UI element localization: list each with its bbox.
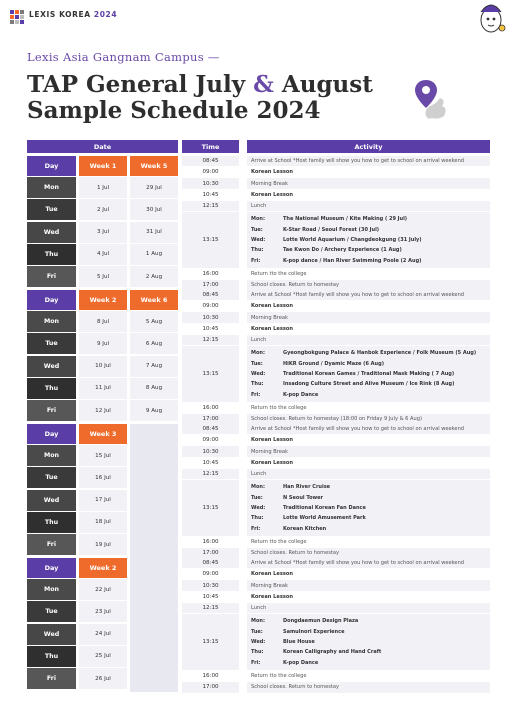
excursion-activity: Lotte World Amusement Park <box>283 515 366 522</box>
excursion-item <box>251 256 490 266</box>
activity-cell: Lunch <box>247 603 490 613</box>
excursion-list <box>247 480 490 536</box>
excursion-day: Thu: <box>251 515 264 522</box>
date-cell: 6 Aug <box>130 333 178 354</box>
logo-square <box>20 10 24 14</box>
excursion-activity: Samulnori Experience <box>283 628 345 635</box>
date-cell: 29 Jul <box>130 177 178 198</box>
excursion-activity: K-pop Dance <box>283 659 319 666</box>
excursion-item <box>251 214 490 224</box>
excursion-item <box>251 637 490 647</box>
time-cell: 09:00 <box>182 167 239 177</box>
lexis-logo <box>10 10 24 24</box>
excursion-item <box>251 647 490 657</box>
activity-cell: Korean Lesson <box>247 435 490 445</box>
page-title <box>27 72 373 124</box>
time-cell: 12:15 <box>182 201 239 211</box>
date-cell: 19 Jul <box>79 534 127 555</box>
logo-square <box>15 20 19 24</box>
excursion-day: Wed: <box>251 370 266 377</box>
day-name: Thu <box>27 512 76 533</box>
date-cell: 17 Jul <box>79 490 127 511</box>
activity-column-header: Activity <box>247 140 490 153</box>
date-cell: 1 Jul <box>79 177 127 198</box>
time-cell: 10:45 <box>182 190 239 200</box>
date-cell: 12 Jul <box>79 400 127 421</box>
excursion-day: Tue: <box>251 360 263 367</box>
excursion-time-cell: 13:15 <box>182 614 239 670</box>
activity-cell: Arrive at School *Host family will show you how to get to school on arrival weekend <box>247 558 490 568</box>
time-cell: 08:45 <box>182 424 239 434</box>
time-cell: 16:00 <box>182 671 239 681</box>
date-cell: 3 Jul <box>79 222 127 243</box>
activity-cell: Morning Break <box>247 446 490 456</box>
time-cell: 08:45 <box>182 290 239 300</box>
excursion-activity: Traditional Korean Games / Traditional Mask Making ( 7 Aug) <box>283 370 455 377</box>
excursion-activity: HiKR Ground / Dyamic Maze (6 Aug) <box>283 360 384 367</box>
date-cell: 4 Jul <box>79 244 127 265</box>
date-cell: 5 Jul <box>79 266 127 287</box>
activity-cell: Lunch <box>247 469 490 479</box>
time-cell: 17:00 <box>182 682 239 692</box>
excursion-day: Fri: <box>251 659 261 666</box>
time-cell: 10:45 <box>182 458 239 468</box>
week-label: Week 2 <box>79 290 127 310</box>
logo-square <box>20 15 24 19</box>
time-cell: 08:45 <box>182 558 239 568</box>
activity-cell: Korean Lesson <box>247 592 490 602</box>
brand-name <box>29 10 117 19</box>
date-cell: 25 Jul <box>79 646 127 667</box>
excursion-item <box>251 513 490 523</box>
excursion-item <box>251 379 490 389</box>
activity-cell: Korean Lesson <box>247 324 490 334</box>
excursion-activity: K-pop Dance <box>283 391 319 398</box>
time-column-header: Time <box>182 140 239 153</box>
week-label: Week 2 <box>79 558 127 578</box>
excursion-item <box>251 482 490 492</box>
excursion-item <box>251 492 490 502</box>
excursion-activity: Tae Kwon Do / Archery Experience (1 Aug) <box>283 247 402 254</box>
excursion-activity: N Seoul Tower <box>283 494 324 501</box>
day-name: Fri <box>27 668 76 689</box>
excursion-list <box>247 212 490 268</box>
excursion-day: Wed: <box>251 504 266 511</box>
date-cell: 8 Aug <box>130 378 178 399</box>
time-cell: 16:00 <box>182 537 239 547</box>
day-name: Fri <box>27 400 76 421</box>
activity-cell: Return tto the college <box>247 269 490 279</box>
title-ampersand: & <box>253 71 274 98</box>
day-name: Mon <box>27 579 76 600</box>
title-part-1: TAP General July <box>27 71 246 98</box>
time-cell: 16:00 <box>182 269 239 279</box>
day-name: Wed <box>27 624 76 645</box>
day-name: Fri <box>27 534 76 555</box>
day-label: Day <box>27 290 76 310</box>
activity-cell: School closes. Return to homestay <box>247 548 490 558</box>
date-cell: 2 Aug <box>130 266 178 287</box>
activity-cell: Arrive at School *Host family will show you how to get to school on arrival weekend <box>247 424 490 434</box>
activity-cell: Korean Lesson <box>247 458 490 468</box>
time-cell: 10:30 <box>182 446 239 456</box>
excursion-day: Wed: <box>251 236 266 243</box>
time-cell: 12:15 <box>182 469 239 479</box>
activity-cell: School closes. Return to homestay <box>247 682 490 692</box>
activity-cell: School closes. Return to homestay <box>247 280 490 290</box>
brand-text: LEXIS KOREA <box>29 10 91 19</box>
activity-cell: Arrive at School *Host family will show you how to get to school on arrival weekend <box>247 290 490 300</box>
time-cell: 09:00 <box>182 435 239 445</box>
time-cell: 17:00 <box>182 280 239 290</box>
date-cell: 24 Jul <box>79 624 127 645</box>
day-label: Day <box>27 558 76 578</box>
excursion-activity: Korean Kitchen <box>283 525 327 532</box>
date-cell: 31 Jul <box>130 222 178 243</box>
excursion-list <box>247 346 490 402</box>
excursion-item <box>251 224 490 234</box>
date-column-header: Date <box>27 140 178 153</box>
excursion-item <box>251 245 490 255</box>
excursion-day: Wed: <box>251 638 266 645</box>
excursion-activity: The National Museum / Kite Making ( 29 Jul) <box>283 216 408 223</box>
day-name: Mon <box>27 177 76 198</box>
campus-subtitle: Lexis Asia Gangnam Campus — <box>27 50 220 64</box>
time-cell: 09:00 <box>182 569 239 579</box>
excursion-day: Thu: <box>251 247 264 254</box>
day-label: Day <box>27 156 76 176</box>
excursion-activity: Traditional Korean Fan Dance <box>283 504 366 511</box>
excursion-activity: Korean Calligraphy and Hand Craft <box>283 649 382 656</box>
activity-cell: Morning Break <box>247 580 490 590</box>
week-label: Week 1 <box>79 156 127 176</box>
date-cell: 18 Jul <box>79 512 127 533</box>
empty-week-column <box>130 558 178 692</box>
day-label: Day <box>27 424 76 444</box>
date-cell: 5 Aug <box>130 311 178 332</box>
activity-cell: Lunch <box>247 201 490 211</box>
excursion-day: Fri: <box>251 391 261 398</box>
day-name: Fri <box>27 266 76 287</box>
activity-cell: Arrive at School *Host family will show you how to get to school on arrival weekend <box>247 156 490 166</box>
excursion-list <box>247 614 490 670</box>
day-name: Mon <box>27 445 76 466</box>
week-label: Week 5 <box>130 156 178 176</box>
time-cell: 17:00 <box>182 548 239 558</box>
time-cell: 10:30 <box>182 312 239 322</box>
excursion-item <box>251 358 490 368</box>
time-cell: 10:30 <box>182 178 239 188</box>
logo-square <box>10 20 14 24</box>
excursion-day: Mon: <box>251 350 265 357</box>
day-name: Tue <box>27 467 76 488</box>
excursion-activity: Gyeongbokgung Palace & Hanbok Experience / Folk Museum (5 Aug) <box>283 350 477 357</box>
activity-cell: Morning Break <box>247 312 490 322</box>
day-name: Thu <box>27 244 76 265</box>
activity-cell: Morning Break <box>247 178 490 188</box>
day-name: Mon <box>27 311 76 332</box>
logo-square <box>10 10 14 14</box>
excursion-activity: Dongdaemun Design Plaza <box>283 618 359 625</box>
excursion-activity: Han River Cruise <box>283 484 331 491</box>
excursion-day: Tue: <box>251 628 263 635</box>
excursion-day: Tue: <box>251 494 263 501</box>
excursion-item <box>251 503 490 513</box>
date-cell: 23 Jul <box>79 601 127 622</box>
excursion-time-cell: 13:15 <box>182 480 239 536</box>
excursion-day: Thu: <box>251 381 264 388</box>
time-cell: 09:00 <box>182 301 239 311</box>
excursion-item <box>251 616 490 626</box>
logo-square <box>15 15 19 19</box>
week-label: Week 3 <box>79 424 127 444</box>
excursion-item <box>251 626 490 636</box>
activity-cell: Return tto the college <box>247 403 490 413</box>
time-cell: 12:15 <box>182 603 239 613</box>
excursion-activity: Insadong Culture Street and Alive Museum / Ice Rink (8 Aug) <box>283 381 455 388</box>
excursion-item <box>251 369 490 379</box>
time-cell: 10:30 <box>182 580 239 590</box>
day-name: Thu <box>27 646 76 667</box>
mascot-illustration <box>469 0 507 34</box>
activity-cell: Korean Lesson <box>247 167 490 177</box>
day-name: Thu <box>27 378 76 399</box>
logo-square <box>20 20 24 24</box>
excursion-item <box>251 348 490 358</box>
time-cell: 12:15 <box>182 335 239 345</box>
logo-square <box>10 15 14 19</box>
activity-cell: Korean Lesson <box>247 301 490 311</box>
excursion-day: Tue: <box>251 226 263 233</box>
top-bar <box>0 0 513 34</box>
date-cell: 15 Jul <box>79 445 127 466</box>
date-cell: 10 Jul <box>79 356 127 377</box>
date-cell: 9 Jul <box>79 333 127 354</box>
logo-square <box>15 10 19 14</box>
excursion-day: Mon: <box>251 216 265 223</box>
time-cell: 17:00 <box>182 414 239 424</box>
excursion-item <box>251 235 490 245</box>
date-cell: 7 Aug <box>130 356 178 377</box>
location-pin-icon <box>414 78 450 130</box>
date-cell: 8 Jul <box>79 311 127 332</box>
date-cell: 9 Aug <box>130 400 178 421</box>
time-cell: 10:45 <box>182 324 239 334</box>
day-name: Wed <box>27 356 76 377</box>
title-line-2: Sample Schedule 2024 <box>27 97 321 124</box>
excursion-day: Fri: <box>251 257 261 264</box>
title-part-2: August <box>281 71 373 98</box>
activity-cell: School closes. Return to homestay (18:00 on Friday 9 July & 6 Aug) <box>247 414 490 424</box>
activity-cell: Return tto the college <box>247 537 490 547</box>
excursion-item <box>251 390 490 400</box>
excursion-activity: Blue House <box>283 638 315 645</box>
day-name: Wed <box>27 490 76 511</box>
date-cell: 26 Jul <box>79 668 127 689</box>
date-cell: 30 Jul <box>130 199 178 220</box>
empty-week-column <box>130 424 178 558</box>
day-name: Tue <box>27 333 76 354</box>
day-name: Tue <box>27 199 76 220</box>
excursion-item <box>251 524 490 534</box>
time-cell: 08:45 <box>182 156 239 166</box>
excursion-activity: K-pop dance / Han River Swimming Poole (2 Aug) <box>283 257 422 264</box>
day-name: Tue <box>27 601 76 622</box>
activity-cell: Korean Lesson <box>247 190 490 200</box>
date-cell: 11 Jul <box>79 378 127 399</box>
excursion-time-cell: 13:15 <box>182 212 239 268</box>
excursion-day: Fri: <box>251 525 261 532</box>
activity-cell: Lunch <box>247 335 490 345</box>
week-label: Week 6 <box>130 290 178 310</box>
excursion-time-cell: 13:15 <box>182 346 239 402</box>
date-cell: 22 Jul <box>79 579 127 600</box>
excursion-day: Mon: <box>251 484 265 491</box>
excursion-activity: Lotte World Aquarium / Changdeokgung (31 July) <box>283 236 422 243</box>
brand-year: 2024 <box>93 10 118 19</box>
excursion-day: Mon: <box>251 618 265 625</box>
excursion-activity: K-Star Road / Seoul Forest (30 Jul) <box>283 226 380 233</box>
time-cell: 16:00 <box>182 403 239 413</box>
date-cell: 2 Jul <box>79 199 127 220</box>
time-cell: 10:45 <box>182 592 239 602</box>
excursion-day: Thu: <box>251 649 264 656</box>
date-cell: 1 Aug <box>130 244 178 265</box>
excursion-item <box>251 658 490 668</box>
date-cell: 16 Jul <box>79 467 127 488</box>
activity-cell: Korean Lesson <box>247 569 490 579</box>
day-name: Wed <box>27 222 76 243</box>
activity-cell: Return tto the college <box>247 671 490 681</box>
